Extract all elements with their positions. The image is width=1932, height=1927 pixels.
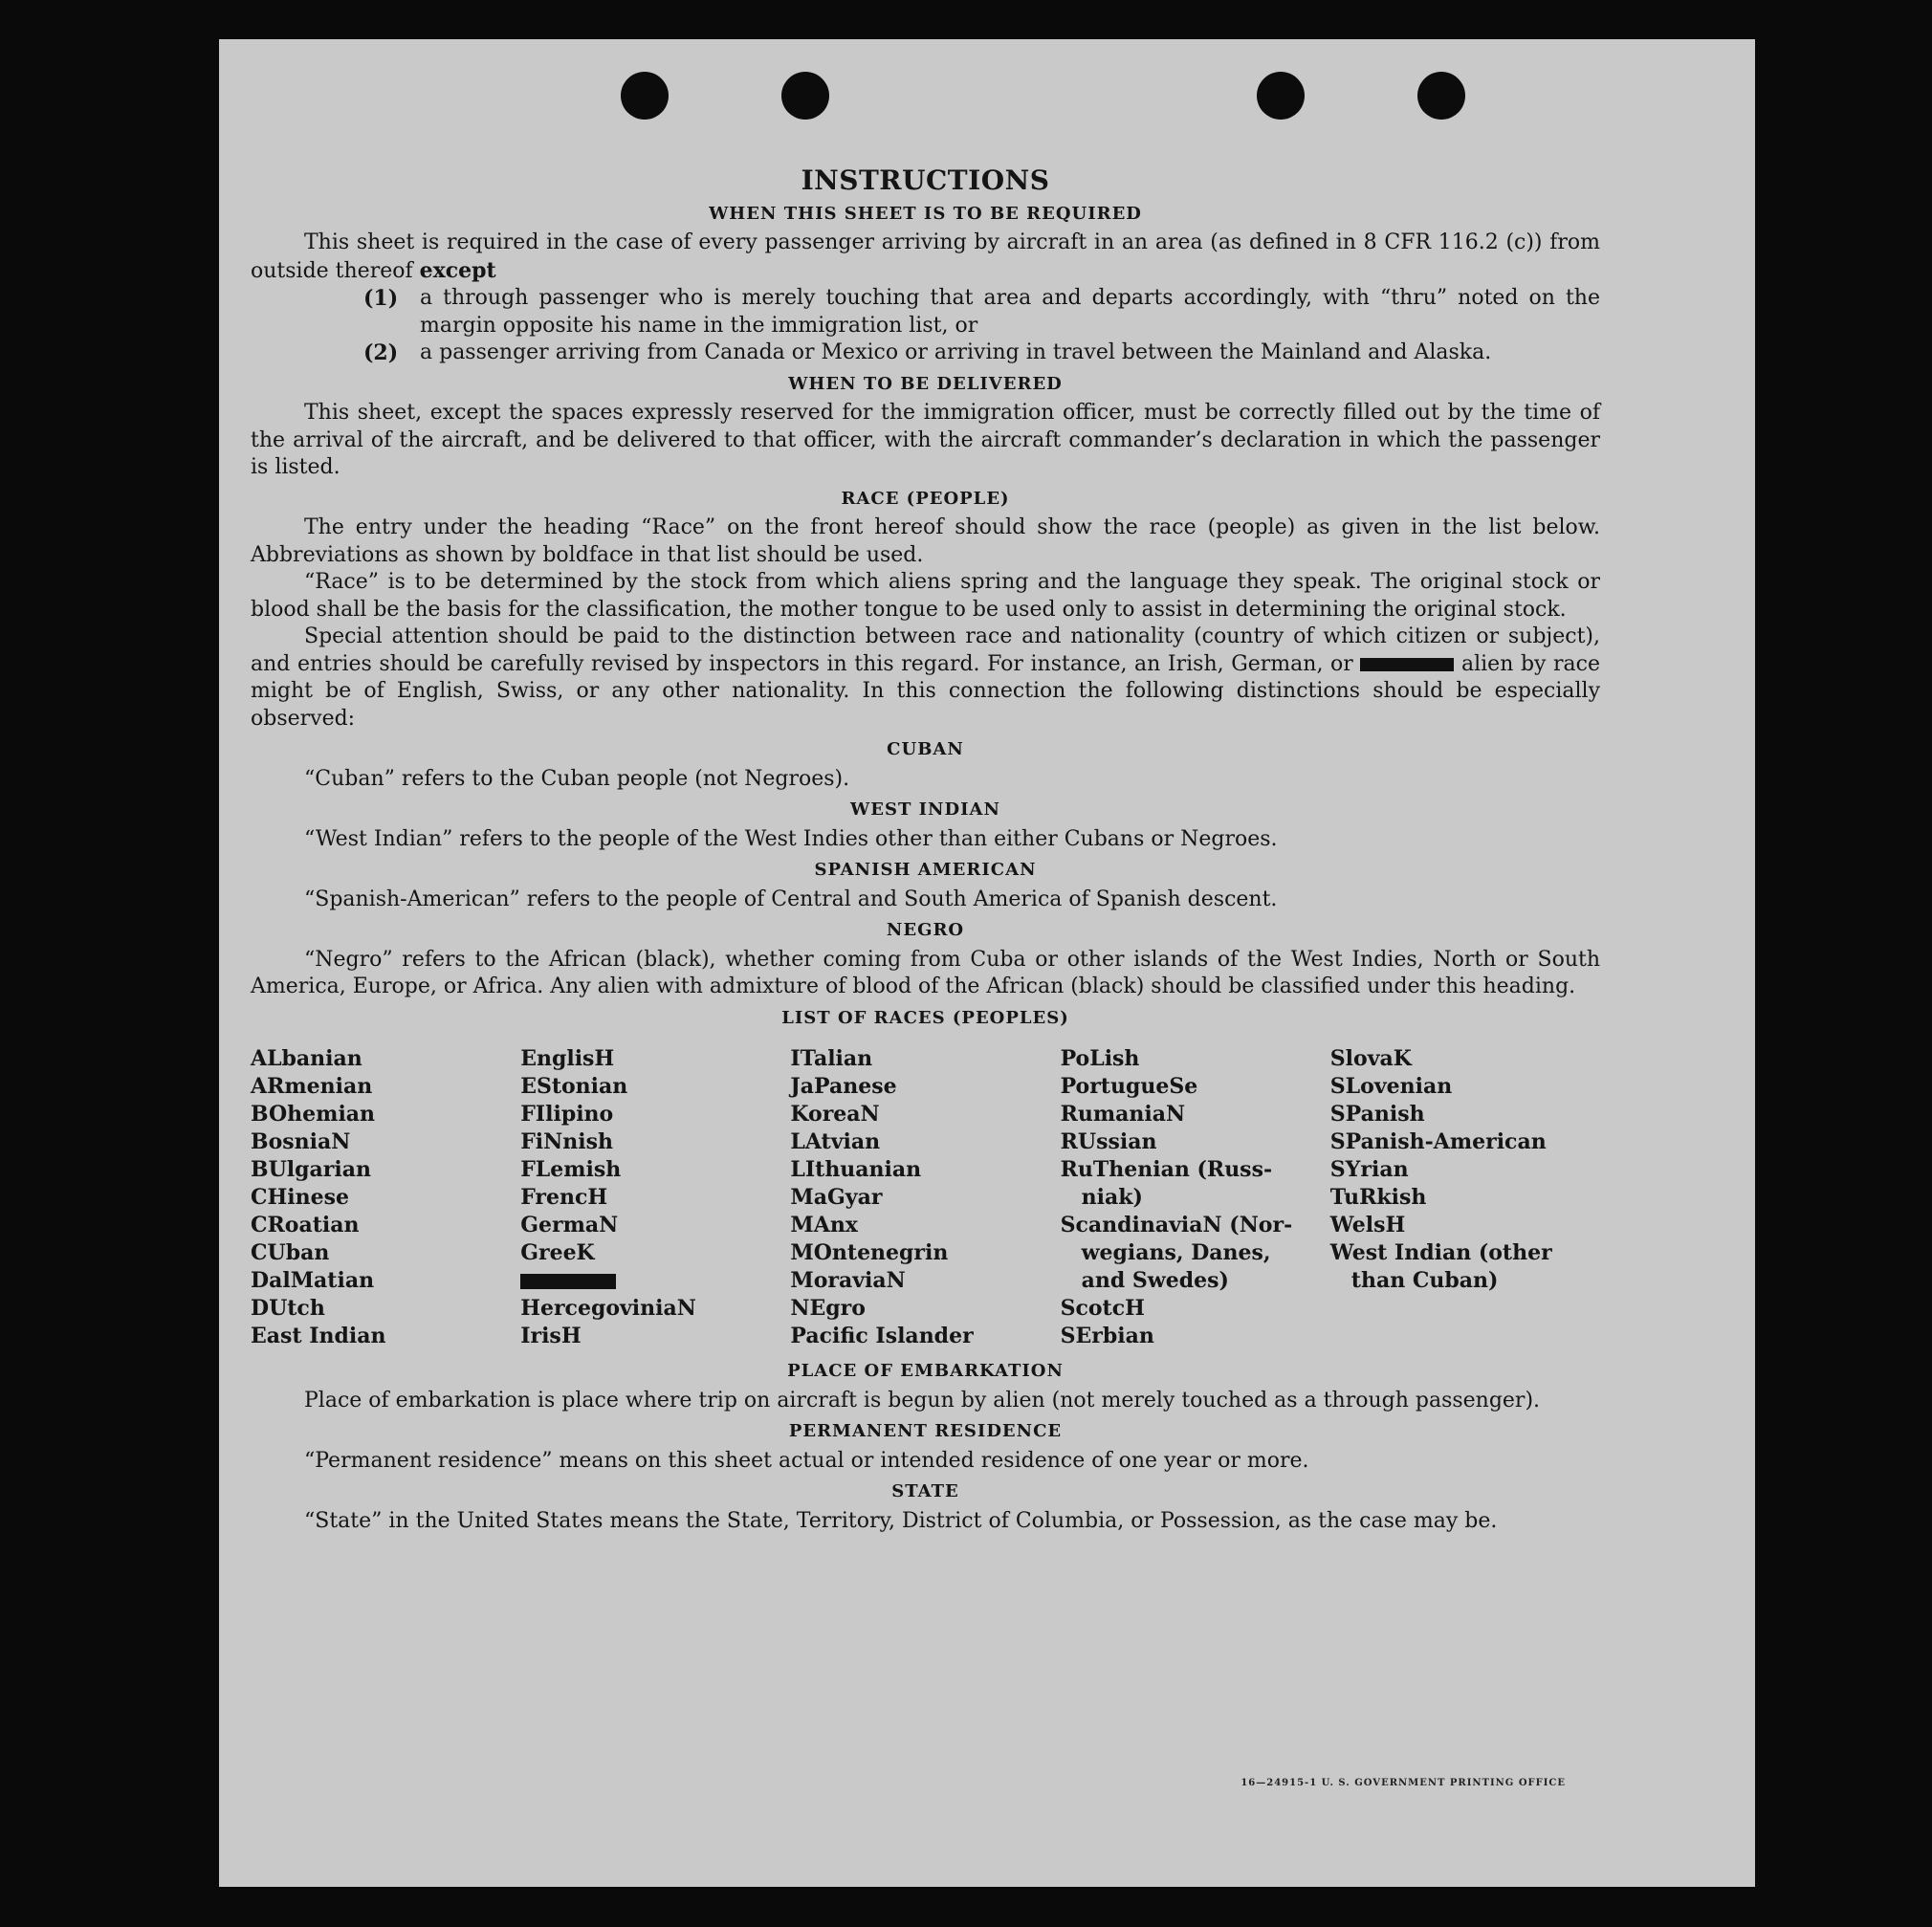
heading-embarkation: PLACE OF EMBARKATION [787,1361,1064,1381]
list-item: (1) a through passenger who is merely touching that area and departs accordingly, with “thru” noted on the margin opposite his name in the immigration list, or [363,286,1600,338]
race-entry: PortugueSe [1060,1074,1198,1099]
race-entry: BUlgarian [251,1157,371,1182]
race-entry-continued: niak) [1081,1185,1143,1210]
races-column-2 [520,1045,790,1350]
race-entry: RumaniaN [1060,1102,1186,1127]
race-entry: NEgro [790,1296,866,1321]
race-entry: CHinese [251,1185,350,1210]
when-required-intro: This sheet is required in the case of every passenger arriving by aircraft in an area (as defined in 8 CFR 116.2 (c)) from outside thereof except [251,230,1600,283]
race-entry: FiNnish [520,1129,614,1154]
list-item: (2) a passenger arriving from Canada or Mexico or arriving in travel between the Mainland and Alaska. [363,340,1492,365]
race-paragraph-1: The entry under the heading “Race” on the front hereof should show the race (people) as given in the list below. Abbreviations as shown by boldface in that list should be used. [251,515,1600,567]
redaction-mark [1360,658,1454,671]
race-entry: GermaN [520,1213,619,1237]
when-delivered-text: This sheet, except the spaces expressly reserved for the immigration officer, must be correctly filled out by the time of the arrival of the aircraft, and be delivered to that officer, with the aircraft commander’s declaration in which the passenger is listed. [251,401,1600,479]
race-entry: FLemish [520,1157,622,1182]
race-entry: ALbanian [251,1046,362,1071]
heading-race: RACE (PEOPLE) [841,488,1010,509]
races-column-3 [790,1045,1060,1350]
races-column-1 [251,1045,520,1350]
document-sheet [219,39,1755,1887]
printer-imprint: 16—24915-1 U. S. GOVERNMENT PRINTING OFFICE [1240,1778,1566,1788]
punch-hole [781,72,829,120]
race-entry: MoraviaN [790,1268,906,1293]
race-entry: SPanish-American [1329,1129,1547,1154]
race-entry: EStonian [520,1074,628,1099]
races-column-5 [1330,1045,1600,1350]
race-entry: JaPanese [790,1074,897,1099]
race-entry-continued: wegians, Danes, [1081,1240,1271,1265]
race-paragraph-2: “Race” is to be determined by the stock from which aliens spring and the language they speak. The original stock or blood shall be the basis for the classification, the mother tongue to be used only to assist in determining the original stock. [251,570,1600,622]
race-entry: RuThenian (Russ- [1060,1157,1273,1182]
race-entry: MaGyar [790,1185,883,1210]
race-entry: IrisH [520,1324,582,1348]
instructions-body [251,164,1601,1535]
race-entry: DUtch [251,1296,325,1321]
race-entry: PoLish [1060,1046,1140,1071]
races-column-4 [1061,1045,1330,1350]
heading-when-required: WHEN THIS SHEET IS TO BE REQUIRED [709,203,1142,224]
race-entry: BOhemian [251,1102,376,1127]
race-entry: FIlipino [520,1102,614,1127]
race-entry-continued: than Cuban) [1350,1268,1499,1293]
race-entry: SlovaK [1329,1046,1412,1071]
race-entry: MOntenegrin [790,1240,949,1265]
punch-hole [1257,72,1305,120]
race-entry: SPanish [1329,1102,1425,1127]
cuban-text: “Cuban” refers to the Cuban people (not Negroes). [304,766,850,791]
heading-negro: NEGRO [886,920,965,940]
race-entry-continued: and Swedes) [1081,1268,1229,1293]
punch-hole [621,72,669,120]
race-entry: CRoatian [251,1213,360,1237]
race-entry: East Indian [251,1324,386,1348]
race-entry: WelsH [1329,1213,1406,1237]
heading-west-indian: WEST INDIAN [850,799,1000,820]
race-entry: BosniaN [251,1129,351,1154]
race-entry-redacted [520,1267,790,1295]
race-entry: CUban [251,1240,330,1265]
heading-list-of-races: LIST OF RACES (PEOPLES) [781,1007,1069,1028]
race-entry: SLovenian [1329,1074,1453,1099]
spanish-american-text: “Spanish-American” refers to the people of Central and South America of Spanish descent. [304,887,1278,911]
race-entry: FrencH [520,1185,608,1210]
race-entry: TuRkish [1329,1185,1427,1210]
heading-spanish-american: SPANISH AMERICAN [814,860,1037,880]
race-entry: GreeK [520,1240,595,1265]
race-entry: DalMatian [251,1268,375,1293]
race-entry: KoreaN [790,1102,880,1127]
west-indian-text: “West Indian” refers to the people of the West Indies other than either Cubans or Negroes. [304,826,1278,851]
race-entry: RUssian [1060,1129,1157,1154]
race-entry: SYrian [1329,1157,1409,1182]
race-entry: SErbian [1060,1324,1154,1348]
races-table [251,1045,1600,1350]
heading-when-delivered: WHEN TO BE DELIVERED [788,373,1063,394]
page-title: INSTRUCTIONS [801,164,1050,196]
race-entry: LIthuanian [790,1157,922,1182]
race-entry: LAtvian [790,1129,881,1154]
state-text: “State” in the United States means the State, Territory, District of Columbia, or Possession, as the case may be. [304,1508,1498,1533]
race-entry: MAnx [790,1213,858,1237]
race-entry: HercegoviniaN [520,1296,696,1321]
heading-cuban: CUBAN [887,739,964,759]
punch-hole [1417,72,1465,120]
heading-residence: PERMANENT RESIDENCE [788,1421,1063,1441]
race-entry: ScotcH [1060,1296,1145,1321]
race-entry: ARmenian [251,1074,373,1099]
race-entry: Pacific Islander [790,1324,974,1348]
negro-text: “Negro” refers to the African (black), whether coming from Cuba or other islands of the West Indies, North or South America, Europe, or Africa. Any alien with admixture of blood of the African (black) should be classified under this heading. [251,947,1600,998]
race-entry: West Indian (other [1329,1240,1552,1265]
race-entry: ScandinaviaN (Nor- [1060,1213,1293,1237]
residence-text: “Permanent residence” means on this sheet actual or intended residence of one year or more. [304,1448,1309,1473]
race-paragraph-3: Special attention should be paid to the distinction between race and nationality (country of which citizen or subject), and entries should be carefully revised by inspectors in this regard. For instance, an Irish, German, or alien by race might be of English, Swiss, or any other nationality. In this connection the following distinctions should be especially observed: [251,624,1601,731]
race-entry: EnglisH [520,1046,615,1071]
redaction-mark [520,1274,616,1289]
race-entry: ITalian [790,1046,873,1071]
heading-state: STATE [891,1481,959,1501]
embarkation-text: Place of embarkation is place where trip on aircraft is begun by alien (not merely touched as a through passenger). [304,1388,1541,1412]
